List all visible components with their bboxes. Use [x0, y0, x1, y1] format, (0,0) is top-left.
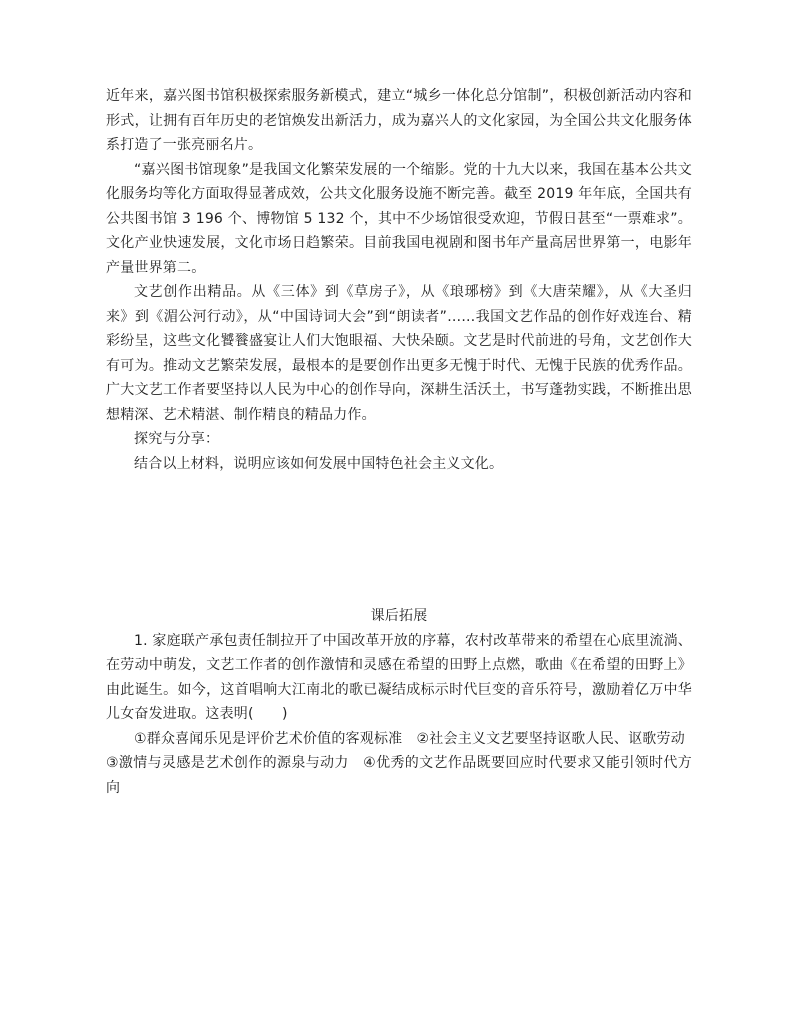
- question-1-options-a: ①群众喜闻乐见是评价艺术价值的客观标准 ②社会主义文艺要坚持讴歌人民、讴歌劳动: [134, 730, 685, 747]
- question-1: 1. 家庭联产承包责任制拉开了中国改革开放的序幕，农村改革带来的希望在心底里流淌、在劳动中萌发，文艺工作者的创作激情和灵感在希望的田野上点燃，歌曲《在希望的田野上》由此诞生。如今，这首唱响大江南北的歌已凝结成标示时代巨变的音乐符号，激励着亿万中华儿女奋发进取。这表明( ): [106, 632, 693, 722]
- document-content: [106, 84, 692, 800]
- paragraph-jiaxing-library: 近年来，嘉兴图书馆积极探索服务新模式，建立“城乡一体化总分馆制”，积极创新活动内容和形式，让拥有百年历史的老馆焕发出新活力，成为嘉兴人的文化家园，为全国公共文化服务体系打造了一张亮丽名片。: [106, 88, 692, 153]
- section-title: 课后拓展: [370, 608, 428, 624]
- paragraph-literary-creation: 文艺创作出精品。从《三体》到《草房子》，从《琅琊榜》到《大唐荣耀》，从《大圣归来》到《湄公河行动》，从“中国诗词大会”到“朗读者”……我国文艺作品的创作好戏连台、精彩纷呈，这些文化饕餮盛宴让人们大饱眼福、大快朵颐。文艺是时代前进的号角，文艺创作大有可为。推动文艺繁荣发展，最根本的是要创作出更多无愧于时代、无愧于民族的优秀作品。广大文艺工作者要坚持以人民为中心的创作导向，深耕生活沃土，书写蓬勃实践，不断推出思想精深、艺术精湛、制作精良的精品力作。: [106, 284, 692, 423]
- paragraph-cultural-prosperity: “嘉兴图书馆现象”是我国文化繁荣发展的一个缩影。党的十九大以来，我国在基本公共文化服务均等化方面取得显著成效，公共文化服务设施不断完善。截至 2019 年年底，全国共有公共图书馆 3 196 个、博物馆 5 132 个，其中不少场馆很受欢迎，节假日甚至“一票难求”。文化产业快速发展，文化市场日趋繁荣。目前我国电视剧和图书年产量高居世界第一，电影年产量世界第二。: [106, 161, 692, 276]
- question-1-options-b: ③激情与灵感是艺术创作的源泉与动力 ④优秀的文艺作品既要回应时代要求又能引领时代方向: [106, 755, 692, 796]
- exploration-question: 结合以上材料，说明应该如何发展中国特色社会主义文化。: [134, 455, 504, 472]
- spacer: [106, 476, 692, 604]
- exploration-heading: 探究与分享：: [134, 431, 220, 447]
